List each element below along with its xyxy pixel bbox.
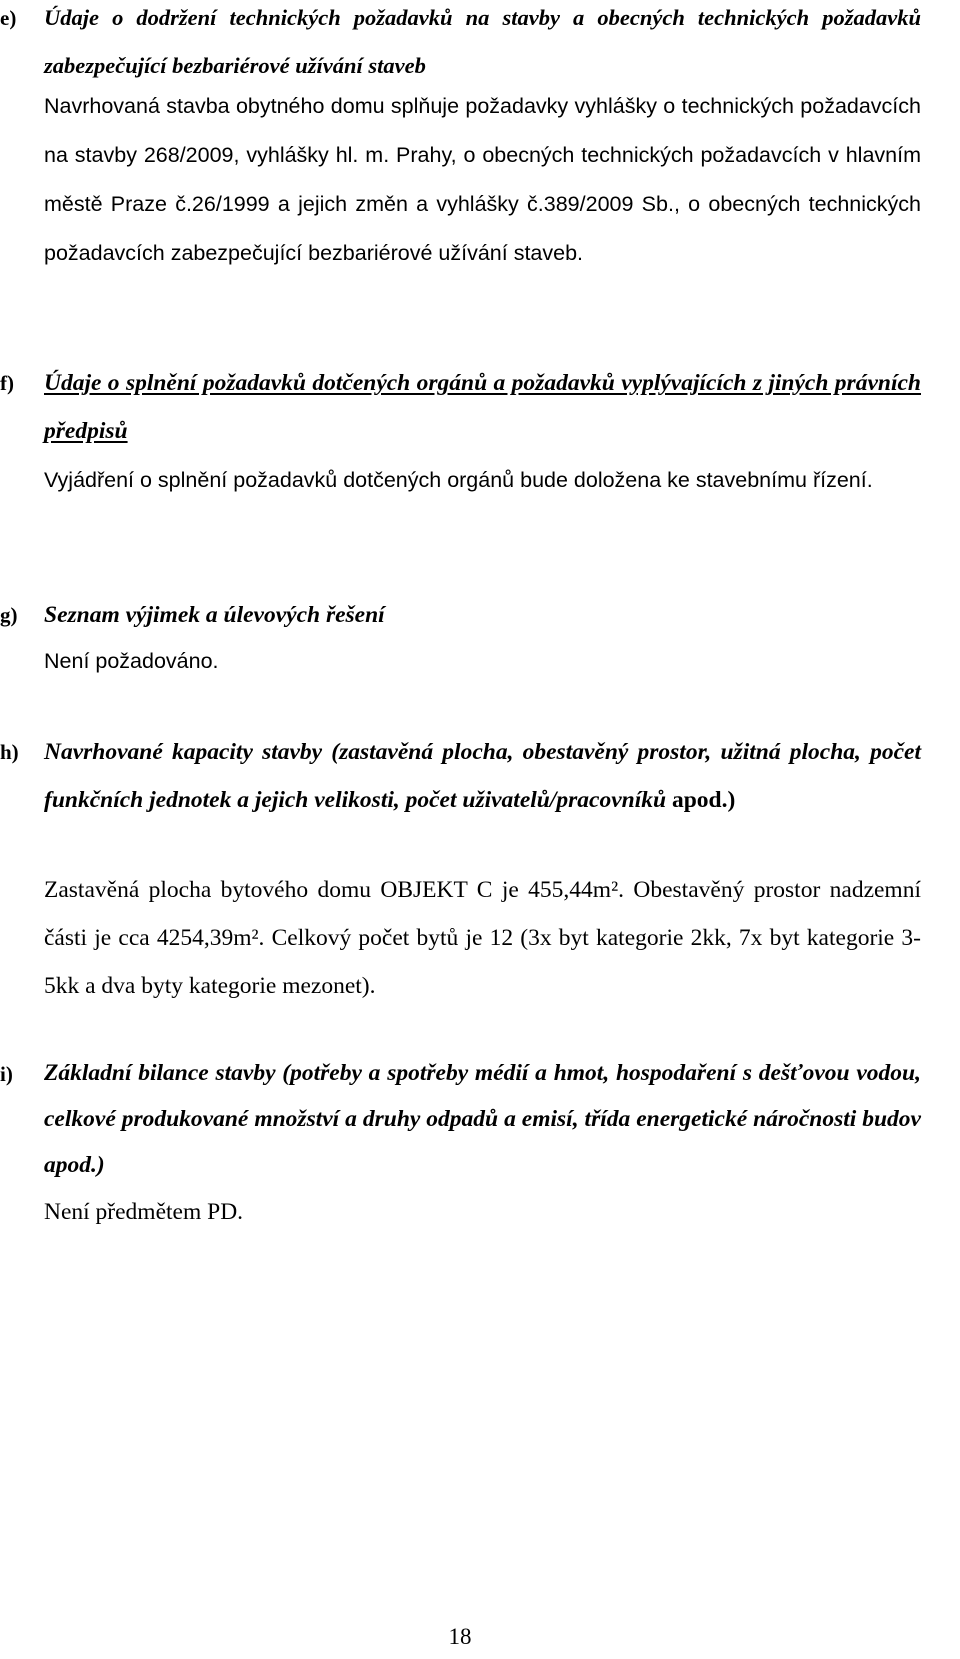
section-body: Zastavěná plocha bytového domu OBJEKT C je 455,44m². Obestavěný prostor nadzemní části je cca 4254,39m². Celkový počet bytů je 12 (3x byt kategorie 2kk, 7x byt kategorie 3-5kk a dva byty kategorie mezonet). — [44, 877, 921, 999]
section-title-text: Navrhované kapacity stavby (zastavěná plocha, obestavěný prostor, užitná plocha, počet funkčních jednotek a jejich velikosti, počet uživatelů/pracovníků — [44, 739, 921, 813]
section-title: Údaje o dodržení technických požadavků na stavby a obecných technických požadavků zabezpečující bezbariérové užívání staveb — [44, 5, 921, 78]
section-body: Vyjádření o splnění požadavků dotčených orgánů bude doložena ke stavebnímu řízení. — [44, 468, 873, 492]
section-letter: g) — [0, 603, 18, 627]
section-body: Není požadováno. — [44, 649, 219, 673]
section-title: Údaje o splnění požadavků dotčených orgánů a požadavků vyplývajících z jiných právních předpisů — [44, 370, 921, 444]
section-body: Není předmětem PD. — [44, 1199, 244, 1225]
section-body: Navrhovaná stavba obytného domu splňuje požadavky vyhlášky o technických požadavcích na stavby 268/2009, vyhlášky hl. m. Prahy, o obecných technických požadavcích v hlavním městě Praze č.26/1999 a jejich změn a vyhlášky č.389/2009 Sb., o obecných technických požadavcích zabezpečující bezbariérové užívání staveb. — [44, 94, 921, 265]
section-title: Seznam výjimek a úlevových řešení — [44, 602, 385, 628]
section-letter: f) — [0, 371, 14, 395]
page-number: 18 — [448, 1624, 472, 1649]
section-title: Základní bilance stavby (potřeby a spotřeby médií a hmot, hospodaření s dešťovou vodou, celkové produkované množství a druhy odpadů a emisí, třída energetické náročnosti budov apod.) — [44, 1060, 921, 1178]
section-title — [44, 728, 921, 824]
section-title-tail: apod.) — [671, 787, 736, 813]
section-letter: h) — [0, 740, 19, 764]
section-letter: i) — [0, 1062, 13, 1086]
section-letter: e) — [0, 6, 17, 30]
